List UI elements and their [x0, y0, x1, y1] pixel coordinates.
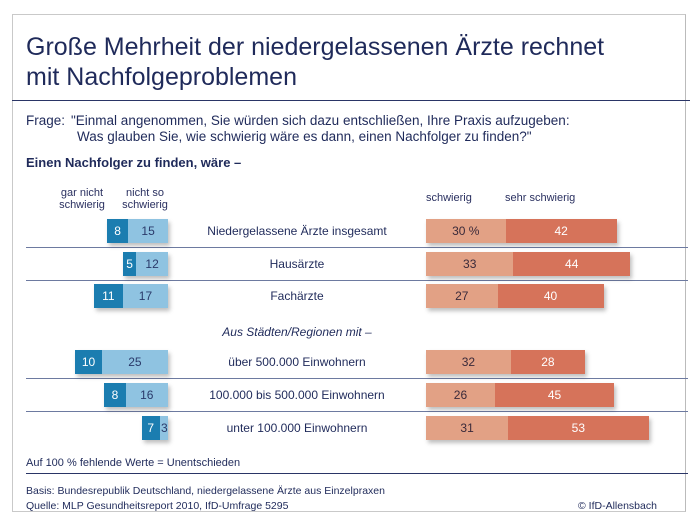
bar-segment-nicht-so-schwierig: 12 — [136, 252, 168, 276]
right-bar — [426, 350, 585, 374]
row-separator — [26, 280, 688, 281]
right-bar — [426, 416, 649, 440]
legend-schwierig: schwierig — [426, 192, 472, 204]
basis-text: Basis: Bundesrepublik Deutschland, niedergelassene Ärzte aus Einzelpraxen — [26, 485, 385, 497]
bar-segment-schwierig: 32 — [426, 350, 511, 374]
bar-segment-gar-nicht-schwierig: 11 — [94, 284, 123, 308]
subheading: Einen Nachfolger zu finden, wäre – — [26, 155, 242, 170]
bar-segment-schwierig: 26 — [426, 383, 495, 407]
right-bar — [426, 284, 604, 308]
category-label: über 500.000 Einwohnern — [228, 355, 366, 369]
bar-segment-schwierig: 27 — [426, 284, 498, 308]
right-bar — [426, 383, 614, 407]
question-line: "Einmal angenommen, Sie würden sich dazu entschließen, Ihre Praxis aufzugeben: — [71, 113, 570, 128]
footer-divider — [26, 473, 688, 474]
left-bar — [104, 383, 168, 407]
bar-segment-nicht-so-schwierig: 15 — [128, 219, 168, 243]
category-label: Hausärzte — [269, 257, 325, 271]
legend-sehr-schwierig: sehr schwierig — [505, 192, 576, 204]
group-label: Aus Städten/Regionen mit – — [222, 325, 372, 339]
bar-segment-gar-nicht-schwierig: 8 — [107, 219, 128, 243]
legend-text: nicht so — [126, 187, 164, 199]
bar-segment-schwierig: 31 — [426, 416, 508, 440]
category-label: unter 100.000 Einwohnern — [226, 421, 368, 435]
row-separator — [26, 378, 688, 379]
left-bar — [123, 252, 168, 276]
bar-segment-sehr-schwierig: 42 — [506, 219, 617, 243]
legend-text: schwierig — [59, 199, 105, 211]
bar-segment-nicht-so-schwierig: 3 — [160, 416, 168, 440]
title-line: mit Nachfolgeproblemen — [26, 63, 297, 91]
legend-gar-nicht-schwierig — [52, 187, 112, 211]
bar-segment-nicht-so-schwierig: 25 — [102, 350, 168, 374]
bar-segment-sehr-schwierig: 44 — [513, 252, 630, 276]
copyright-text: © IfD-Allensbach — [578, 500, 657, 512]
row-separator — [26, 247, 688, 248]
bar-segment-schwierig: 33 — [426, 252, 513, 276]
bar-segment-sehr-schwierig: 40 — [498, 284, 604, 308]
bar-segment-nicht-so-schwierig: 17 — [123, 284, 168, 308]
title-divider — [12, 100, 690, 101]
legend-text: gar nicht — [60, 187, 104, 199]
bar-segment-gar-nicht-schwierig: 7 — [142, 416, 161, 440]
right-bar — [426, 219, 617, 243]
bar-segment-gar-nicht-schwierig: 10 — [75, 350, 102, 374]
bar-segment-sehr-schwierig: 28 — [511, 350, 585, 374]
bar-segment-gar-nicht-schwierig: 5 — [123, 252, 136, 276]
right-bar — [426, 252, 630, 276]
bar-segment-sehr-schwierig: 45 — [495, 383, 614, 407]
bar-segment-nicht-so-schwierig: 16 — [126, 383, 168, 407]
category-label: 100.000 bis 500.000 Einwohnern — [209, 388, 385, 402]
bar-segment-sehr-schwierig: 53 — [508, 416, 648, 440]
row-separator — [26, 411, 688, 412]
legend-nicht-so-schwierig — [115, 187, 175, 211]
question-line: Was glauben Sie, wie schwierig wäre es dann, einen Nachfolger zu finden?" — [77, 129, 532, 144]
category-label: Fachärzte — [270, 289, 324, 303]
bar-segment-gar-nicht-schwierig: 8 — [104, 383, 125, 407]
left-bar — [94, 284, 168, 308]
category-label: Niedergelassene Ärzte insgesamt — [207, 224, 387, 238]
source-text: Quelle: MLP Gesundheitsreport 2010, IfD-Umfrage 5295 — [26, 500, 289, 512]
chart-title — [26, 32, 604, 92]
legend-text: schwierig — [122, 199, 168, 211]
left-bar — [75, 350, 168, 374]
left-bar — [142, 416, 169, 440]
footnote: Auf 100 % fehlende Werte = Unentschieden — [26, 457, 241, 469]
left-bar — [107, 219, 168, 243]
title-line: Große Mehrheit der niedergelassenen Ärzte rechnet — [26, 33, 605, 61]
question-label: Frage: — [26, 113, 66, 128]
bar-segment-schwierig: 30 % — [426, 219, 506, 243]
